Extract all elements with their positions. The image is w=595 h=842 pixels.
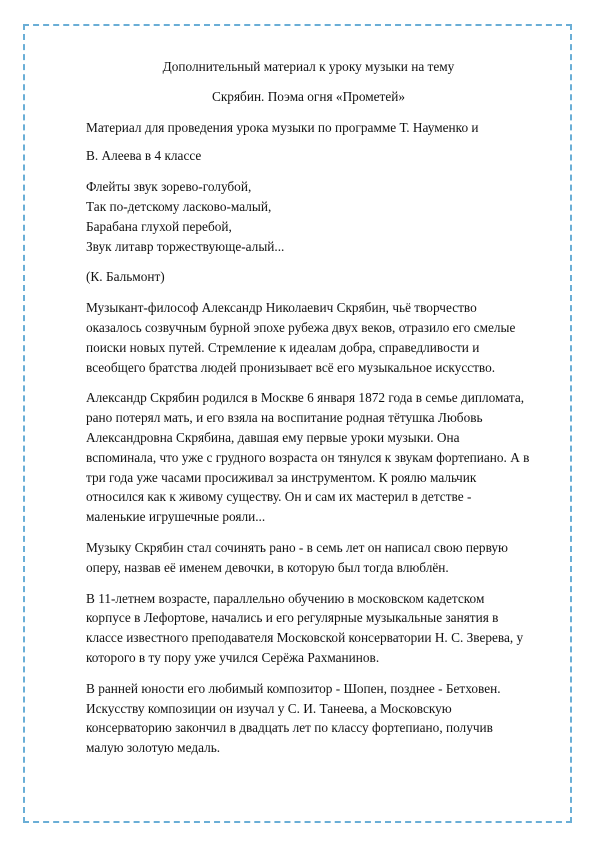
poem-line: Флейты звук зорево-голубой, — [86, 179, 252, 195]
paragraph: В 11-летнем возрасте, параллельно обучению в московском кадетском корпусе в Лефортове, начались и его регулярные музыкальные занятия в классе известного преподавателя Московской консерватории Н. С. Зверева, у которого в ту пору уже учился Серёжа Рахманинов. — [86, 590, 524, 665]
paragraph: Музыку Скрябин стал сочинять рано - в семь лет он написал свою первую оперу, назвав её именем девочки, в которую был тогда влюблён. — [86, 539, 508, 575]
poem-line: Барабана глухой перебой, — [86, 218, 232, 234]
intro-line-1: Материал для проведения урока музыки по программе Т. Науменко и — [86, 119, 479, 135]
paragraph: В ранней юности его любимый композитор - Шопен, позднее - Бетховен. Искусству композиции он изучал у С. И. Танеева, а Московскую консерваторию закончил в двадцать лет по классу фортепиано, получив малую золотую медаль. — [86, 680, 501, 756]
title-line-2: Скрябин. Поэма огня «Прометей» — [211, 88, 406, 104]
poem-attribution: (К. Бальмонт) — [86, 269, 165, 285]
paragraph: Александр Скрябин родился в Москве 6 января 1872 года в семье дипломата, рано потерял мать, и его взяла на воспитание родная тётушка Любовь Александровна Скрябина, давшая ему первые уроки музыки. Она вспоминала, что уже с грудного возраста он тянулся к звукам фортепиано. А в три года уже часами просиживал за инструментом. К роялю мальчик относился как к живому существу. Он и сам их мастерил в детстве - маленькие игрушечные рояли... — [86, 390, 530, 525]
poem-line: Так по-детскому ласково-малый, — [86, 198, 272, 214]
intro-line-2: В. Алеева в 4 классе — [86, 148, 202, 164]
title-line-1: Дополнительный материал к уроку музыки на тему — [162, 59, 455, 74]
poem-block — [86, 177, 531, 256]
paragraph: Музыкант-философ Александр Николаевич Скрябин, чьё творчество оказалось созвучным бурной эпохе рубежа двух веков, отразило его смелые поиски новых путей. Стремление к идеалам добра, справедливости и всеобщего братства людей пронизывает всё его музыкальное искусство. — [86, 300, 516, 375]
document-body — [86, 57, 531, 769]
poem-line: Звук литавр торжествующе-алый... — [86, 238, 285, 254]
